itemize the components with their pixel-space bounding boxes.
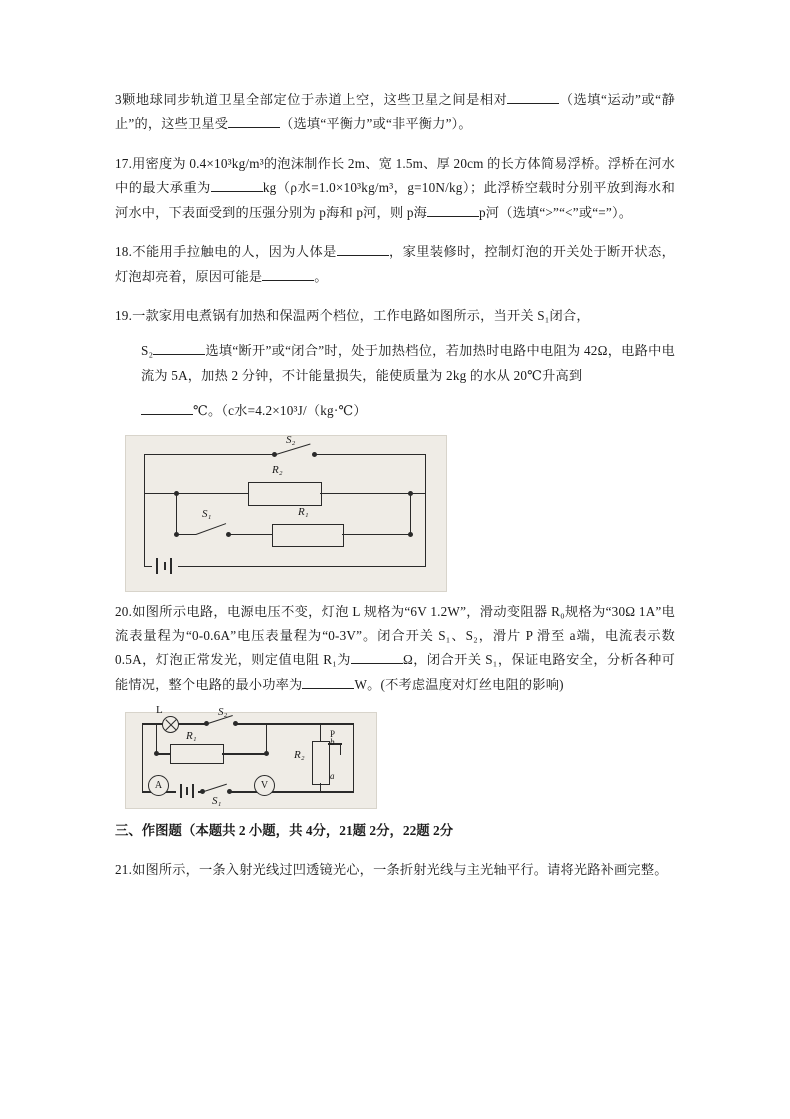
q20-number: 20. [115, 603, 133, 619]
wire-mid-right [320, 493, 410, 494]
voltmeter: V [254, 775, 275, 796]
resistor-r1 [272, 524, 344, 547]
connector-right-out [410, 493, 425, 494]
slider-stem [340, 743, 341, 755]
label-b: b [330, 737, 335, 748]
section-heading: 三、作图题（本题共 2 小题，共 4分，21题 2分，22题 2分 [115, 823, 454, 839]
wire-bottom [144, 566, 426, 567]
q19-line1: 一款家用电煮锅有加热和保温两个档位，工作电路如图所示，当开关 S₁闭合， [132, 307, 590, 323]
answer-blank[interactable] [228, 127, 280, 128]
answer-blank[interactable] [427, 216, 479, 217]
battery-short-plate [164, 562, 166, 570]
question-16-tail [115, 88, 675, 137]
question-19 [115, 304, 675, 328]
label-s2-fig2: S₂ [218, 706, 228, 719]
wire-low-b [228, 534, 272, 535]
switch-s2-node-right [312, 452, 317, 457]
battery-long-2b [192, 784, 194, 798]
question-17 [115, 152, 675, 225]
answer-blank[interactable] [337, 255, 389, 256]
q19-s2-label: S₂ [141, 343, 154, 359]
resistor-r2 [248, 482, 322, 506]
label-r2-fig2: R₂ [294, 749, 305, 762]
q18-number: 18. [115, 244, 133, 260]
switch-s2-node-left [272, 452, 277, 457]
label-s2: S₂ [286, 433, 296, 446]
wire2-v-right [266, 723, 267, 753]
label-r1-fig2: R₁ [186, 730, 197, 743]
connector-right-vertical [410, 493, 411, 534]
q18-part2: ，家里装修时，控制灯泡的开关处于断开状态，灯泡却亮着，原因可能是 [115, 244, 675, 284]
figure-circuit-cooker [125, 435, 447, 592]
q19-line2: 选填“断开”或“闭合”时，处于加热档位，若加热时电路中电阻为 42Ω，电路中电流为 5A，加热 2 分钟，不计能量损失，能使质量为 2kg 的水从 20℃升高到 [141, 343, 675, 383]
q17-part2: kg（ρ水=1.0×10³kg/m³，g=10N/kg）；此浮桥空载时分别平放到海水和河水中，下表面受到的压强分别为 p海和 p河，则 p海 [115, 180, 675, 220]
label-r1: R₁ [298, 505, 309, 518]
connector-left-vertical [176, 493, 177, 534]
connector-left-out [144, 493, 176, 494]
wire2-left [142, 723, 143, 791]
label-p: P [330, 729, 336, 740]
q18-part3: 。 [314, 268, 328, 284]
q19-number: 19. [115, 307, 133, 323]
battery-long-plate-2 [170, 558, 172, 574]
answer-blank[interactable] [211, 191, 263, 192]
battery-long-2 [180, 784, 182, 798]
document-content [115, 88, 675, 898]
q17-number: 17. [115, 155, 133, 171]
q17-part1: 用密度为 0.4×10³kg/m³的泡沫制作长 2m、宽 1.5m、厚 20cm 的长方体简易浮桥。浮桥在河水中的最大承重为 [115, 155, 675, 196]
switch-s1-lever[interactable] [196, 523, 227, 535]
wire-low-c [342, 534, 410, 535]
question-20 [115, 600, 675, 698]
answer-blank[interactable] [507, 103, 559, 104]
question-19-continued-2 [115, 399, 675, 423]
answer-blank[interactable] [351, 663, 403, 664]
q16-part2: （选填“运动”或“静止”的，这些卫星受 [115, 92, 675, 132]
label-s1-fig2: S₁ [212, 795, 222, 808]
label-lamp: L [156, 704, 163, 717]
q21-number: 21. [115, 862, 133, 878]
question-18 [115, 240, 675, 289]
label-s1: S₁ [202, 507, 212, 520]
answer-blank[interactable] [262, 280, 314, 281]
figure-circuit-lamp [125, 704, 377, 809]
q20-part2: Ω，闭合开关 S₁，保证电路安全，分析各种可能情况，整个电路的最小功率为 [115, 652, 675, 692]
label-r2: R₂ [272, 463, 283, 476]
q19-line3: ℃。（c水=4.2×10³J/（kg·℃） [193, 403, 367, 419]
battery-long-plate [156, 558, 158, 574]
label-a: a [330, 771, 335, 782]
answer-blank[interactable] [302, 688, 354, 689]
switch1-node-r2 [227, 789, 232, 794]
rheostat-r2 [312, 741, 330, 785]
wire2-right [353, 723, 354, 791]
question-19-continued [115, 339, 675, 388]
answer-blank[interactable] [141, 414, 193, 415]
q16-part1: 3颗地球同步轨道卫星全部定位于赤道上空，这些卫星之间是相对 [115, 92, 508, 107]
q21-text: 如图所示，一条入射光线过凹透镜光心，一条折射光线与主光轴平行。请将光路补画完整。 [132, 862, 668, 878]
battery-short-2 [186, 787, 188, 795]
wire2-v-left [156, 723, 157, 753]
question-21 [115, 858, 675, 882]
wire-left [144, 454, 145, 566]
rheostat-bottom-wire [320, 783, 321, 791]
wire-low-a [176, 534, 196, 535]
q20-part3: W。(不考虑温度对灯丝电阻的影响) [354, 676, 564, 692]
switch2-node-r [233, 721, 238, 726]
wire2-mid-b [222, 753, 266, 754]
lamp-l [162, 716, 179, 733]
resistor-r1-fig2 [170, 744, 224, 764]
wire-mid-left [176, 493, 248, 494]
ammeter: A [148, 775, 169, 796]
q18-part1: 不能用手拉触电的人，因为人体是 [132, 244, 337, 260]
q20-part1: 如图所示电路，电源电压不变，灯泡 L 规格为“6V 1.2W”，滑动变阻器 R₀规格为“30Ω 1A”电流表量程为“0-0.6A”电压表量程为“0-3V”。闭合开关 S₁、S₂，滑片 P 滑至 a端，电流表示数 0.5A，灯泡正常发光，则定值电阻 R₁为 [115, 603, 675, 668]
q17-part3: p河（选填“>”“<”或“=”）。 [479, 204, 633, 220]
answer-blank[interactable] [153, 354, 205, 355]
q16-part3: （选填“平衡力”或“非平衡力”）。 [280, 116, 472, 132]
wire2-bottom [142, 791, 354, 792]
rheostat-top-wire [320, 723, 321, 741]
wire-right [425, 454, 426, 566]
